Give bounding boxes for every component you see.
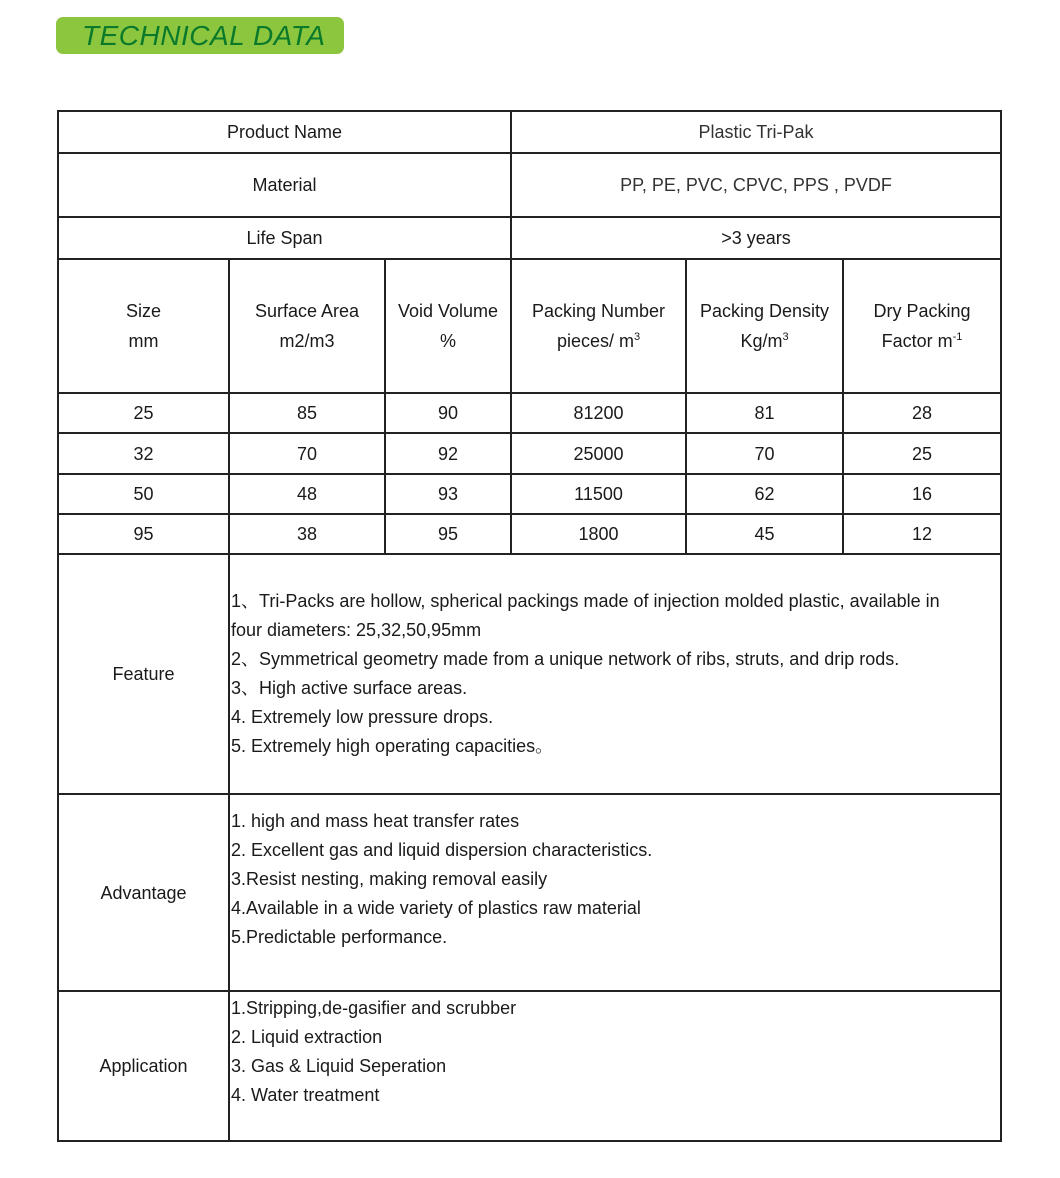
technical-data-banner xyxy=(56,17,344,54)
cell-packing-number: 11500 xyxy=(511,474,686,514)
header-dry-packing-factor: Dry Packing Factor $m^{-1}$ xyxy=(843,259,1001,393)
list-item: 5.Predictable performance. xyxy=(231,927,448,947)
list-item: 1、Tri-Packs are hollow, spherical packings made of injection molded plastic, available in xyxy=(231,591,940,611)
list-item: 3. Gas & Liquid Seperation xyxy=(231,1056,447,1076)
advantage-label: Advantage xyxy=(58,794,229,991)
cell-surface-area: 85 xyxy=(229,393,385,433)
spec-header-row xyxy=(58,259,1001,393)
cell-dry-packing-factor: 28 xyxy=(843,393,1001,433)
product-name-label: Product Name xyxy=(58,111,511,153)
header-surface-area: Surface Area m2/m3 xyxy=(229,259,385,393)
advantage-row xyxy=(58,794,1001,991)
header-packing-density: Packing Density $Kg/m^3$ xyxy=(686,259,843,393)
application-label: Application xyxy=(58,991,229,1141)
list-item: 3、High active surface areas. xyxy=(231,678,468,698)
cell-size: 50 xyxy=(58,474,229,514)
cell-void-volume: 93 xyxy=(385,474,511,514)
list-item: 2、Symmetrical geometry made from a unique network of ribs, struts, and drip rods. xyxy=(231,649,900,669)
list-item: 1. high and mass heat transfer rates xyxy=(231,811,520,831)
life-span-row xyxy=(58,217,1001,259)
cell-packing-number: 1800 xyxy=(511,514,686,554)
spec-row xyxy=(58,433,1001,474)
list-item: 4.Available in a wide variety of plastics raw material xyxy=(231,898,641,918)
material-row xyxy=(58,153,1001,217)
cell-void-volume: 95 xyxy=(385,514,511,554)
product-name-value: Plastic Tri-Pak xyxy=(511,111,1001,153)
banner-title: TECHNICAL DATA xyxy=(82,20,326,51)
header-packing-number: Packing Number pieces/ $m^3$ xyxy=(511,259,686,393)
cell-surface-area: 38 xyxy=(229,514,385,554)
feature-list xyxy=(229,554,1001,794)
cell-packing-number: 81200 xyxy=(511,393,686,433)
cell-dry-packing-factor: 16 xyxy=(843,474,1001,514)
cell-packing-density: 81 xyxy=(686,393,843,433)
cell-void-volume: 90 xyxy=(385,393,511,433)
product-name-row xyxy=(58,111,1001,153)
cell-packing-number: 25000 xyxy=(511,433,686,474)
life-span-value: >3 years xyxy=(511,217,1001,259)
header-size: Size mm xyxy=(58,259,229,393)
material-value: PP, PE, PVC, CPVC, PPS , PVDF xyxy=(511,153,1001,217)
spec-row xyxy=(58,514,1001,554)
cell-size: 25 xyxy=(58,393,229,433)
cell-size: 32 xyxy=(58,433,229,474)
list-item: 4. Water treatment xyxy=(231,1085,380,1105)
application-list xyxy=(229,991,1001,1141)
cell-surface-area: 48 xyxy=(229,474,385,514)
cell-packing-density: 45 xyxy=(686,514,843,554)
feature-label: Feature xyxy=(58,554,229,794)
technical-data-table xyxy=(57,110,1002,1142)
feature-row xyxy=(58,554,1001,794)
advantage-list xyxy=(229,794,1001,991)
list-item: 1.Stripping,de-gasifier and scrubber xyxy=(231,998,517,1018)
cell-size: 95 xyxy=(58,514,229,554)
list-item: 2. Excellent gas and liquid dispersion characteristics. xyxy=(231,840,653,860)
cell-dry-packing-factor: 12 xyxy=(843,514,1001,554)
cell-dry-packing-factor: 25 xyxy=(843,433,1001,474)
spec-row xyxy=(58,393,1001,433)
header-void-volume: Void Volume % xyxy=(385,259,511,393)
material-label: Material xyxy=(58,153,511,217)
cell-packing-density: 70 xyxy=(686,433,843,474)
cell-surface-area: 70 xyxy=(229,433,385,474)
cell-void-volume: 92 xyxy=(385,433,511,474)
list-item: 3.Resist nesting, making removal easily xyxy=(231,869,548,889)
application-row xyxy=(58,991,1001,1141)
cell-packing-density: 62 xyxy=(686,474,843,514)
spec-row xyxy=(58,474,1001,514)
list-item: 5. Extremely high operating capacities。 xyxy=(231,736,554,756)
list-item: 4. Extremely low pressure drops. xyxy=(231,707,494,727)
list-item: 2. Liquid extraction xyxy=(231,1027,383,1047)
list-item: four diameters: 25,32,50,95mm xyxy=(231,620,482,640)
life-span-label: Life Span xyxy=(58,217,511,259)
